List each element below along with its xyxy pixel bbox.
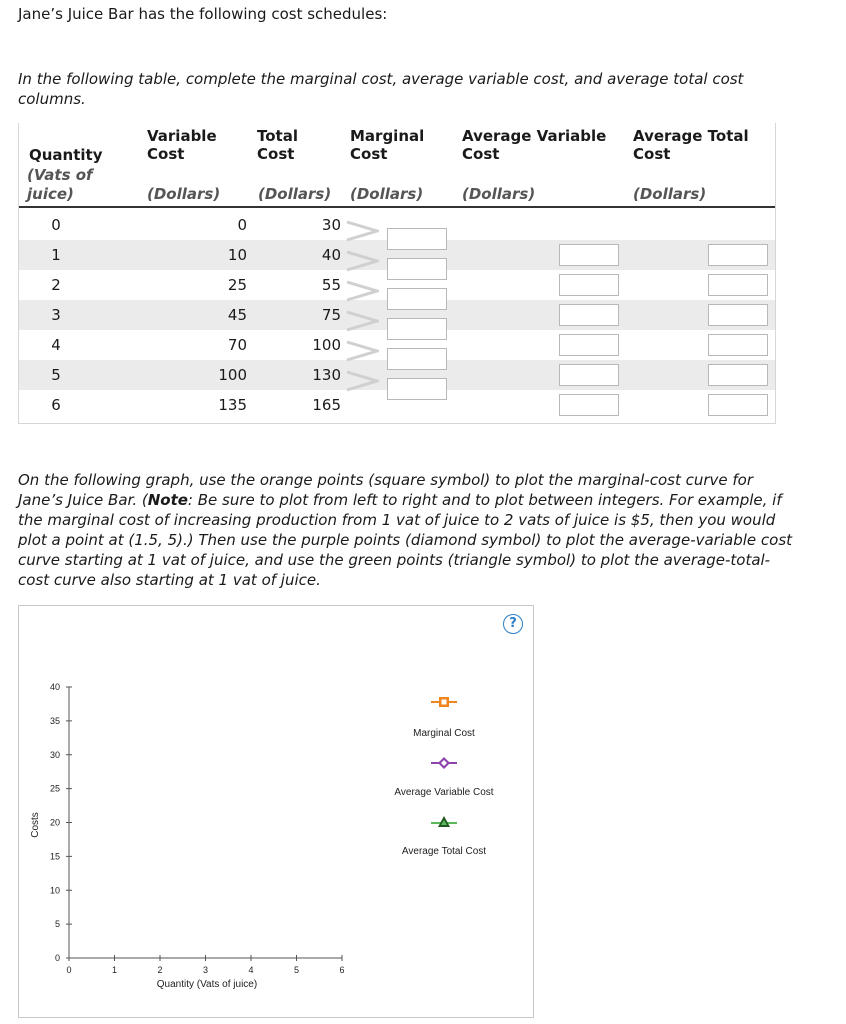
mc-input-2[interactable] <box>387 258 447 280</box>
mc-input-1[interactable] <box>387 228 447 250</box>
quantity-cell: 6 <box>51 396 61 414</box>
total-cost-cell: 40 <box>321 246 341 264</box>
total-cost-cell: 165 <box>312 396 341 414</box>
arrow-icon <box>345 370 379 392</box>
x-tick-label: 2 <box>157 965 163 975</box>
quantity-cell: 1 <box>51 246 61 264</box>
average-variable-cost-tool-icon[interactable] <box>429 755 459 771</box>
avc-input-5[interactable] <box>559 364 619 386</box>
graph-instruction-note: Note <box>147 491 188 509</box>
variable-cost-cell: 25 <box>227 276 247 294</box>
avc-input-4[interactable] <box>559 334 619 356</box>
header-variable-cost: Variable Cost <box>147 127 217 163</box>
total-cost-cell: 75 <box>321 306 341 324</box>
y-tick-label: 40 <box>49 682 60 692</box>
atc-input-5[interactable] <box>708 364 768 386</box>
unit-average-total-cost: (Dollars) <box>633 185 707 203</box>
unit-average-variable-cost: (Dollars) <box>462 185 536 203</box>
quantity-cell: 4 <box>51 336 61 354</box>
total-cost-cell: 55 <box>321 276 341 294</box>
x-tick-label: 6 <box>339 965 345 975</box>
legend-marginal-cost: Marginal Cost <box>413 728 475 739</box>
avc-input-6[interactable] <box>559 394 619 416</box>
unit-marginal-cost: (Dollars) <box>350 185 424 203</box>
atc-input-2[interactable] <box>708 274 768 296</box>
x-tick-label: 4 <box>248 965 254 975</box>
mc-input-6[interactable] <box>387 378 447 400</box>
variable-cost-cell: 135 <box>218 396 247 414</box>
variable-cost-cell: 0 <box>237 216 247 234</box>
total-cost-cell: 100 <box>312 336 341 354</box>
variable-cost-cell: 10 <box>227 246 247 264</box>
y-tick-label: 0 <box>54 953 60 963</box>
header-average-total-cost: Average Total Cost <box>633 127 749 163</box>
header-divider <box>19 206 775 208</box>
header-average-variable-cost: Average Variable Cost <box>462 127 607 163</box>
variable-cost-cell: 45 <box>227 306 247 324</box>
x-tick-label: 5 <box>293 965 300 975</box>
header-total-cost: Total Cost <box>257 127 298 163</box>
help-icon[interactable]: ? <box>503 614 523 634</box>
cost-graph[interactable] <box>19 606 419 1016</box>
arrow-icon <box>345 220 379 242</box>
y-tick-label: 20 <box>49 817 60 828</box>
quantity-cell: 5 <box>51 366 61 384</box>
x-tick-label: 3 <box>202 965 209 975</box>
arrow-icon <box>345 340 379 362</box>
avc-input-1[interactable] <box>559 244 619 266</box>
quantity-cell: 3 <box>51 306 61 324</box>
unit-variable-cost: (Dollars) <box>147 185 221 203</box>
cost-table <box>18 123 776 424</box>
header-quantity-unit: (Vats of juice) <box>27 166 93 203</box>
atc-input-6[interactable] <box>708 394 768 416</box>
y-tick-label: 15 <box>49 851 60 862</box>
total-cost-cell: 30 <box>321 216 341 234</box>
y-tick-label: 5 <box>54 919 60 930</box>
arrow-icon <box>345 280 379 302</box>
variable-cost-cell: 100 <box>218 366 247 384</box>
legend-average-total-cost: Average Total Cost <box>401 846 487 857</box>
graph-instruction-part1: On the following graph, use the orange points (square symbol) to plot the marginal-cost curve for Jane’s Juice Bar. ( <box>18 471 754 509</box>
x-axis-label: Quantity (Vats of juice) <box>156 979 258 990</box>
mc-input-4[interactable] <box>387 318 447 340</box>
total-cost-cell: 130 <box>312 366 341 384</box>
y-axis-label: Costs <box>30 812 41 838</box>
atc-input-4[interactable] <box>708 334 768 356</box>
variable-cost-cell: 70 <box>227 336 247 354</box>
y-tick-label: 35 <box>49 715 60 726</box>
x-tick-label: 1 <box>111 965 118 975</box>
average-total-cost-tool-icon[interactable] <box>429 814 459 830</box>
y-tick-label: 25 <box>49 783 60 794</box>
header-marginal-cost: Marginal Cost <box>350 127 425 163</box>
y-tick-label: 10 <box>49 885 60 896</box>
graph-panel[interactable] <box>18 605 534 1018</box>
intro-text: Jane’s Juice Bar has the following cost schedules: <box>18 5 388 23</box>
atc-input-1[interactable] <box>708 244 768 266</box>
graph-instruction <box>18 470 798 590</box>
marginal-cost-tool-icon[interactable] <box>429 694 459 710</box>
x-tick-label: 0 <box>66 965 72 975</box>
table-instruction: In the following table, complete the marginal cost, average variable cost, and average total cost columns. <box>18 70 744 108</box>
avc-input-3[interactable] <box>559 304 619 326</box>
y-tick-label: 30 <box>49 749 60 760</box>
quantity-cell: 2 <box>51 276 61 294</box>
legend-average-variable-cost: Average Variable Cost <box>394 787 494 798</box>
arrow-icon <box>345 250 379 272</box>
avc-input-2[interactable] <box>559 274 619 296</box>
atc-input-3[interactable] <box>708 304 768 326</box>
quantity-cell: 0 <box>51 216 61 234</box>
unit-total-cost: (Dollars) <box>258 185 332 203</box>
header-quantity: Quantity <box>29 146 103 164</box>
mc-input-5[interactable] <box>387 348 447 370</box>
graph-instruction-part2: : Be sure to plot from left to right and to plot between integers. For example, if the marginal cost of increasing production from 1 vat of juice to 2 vats of juice is $5, then you would plot a point at (1.5, 5).) Then use the purple points (diamond symbol) to plot the average-variable cost curve starting at 1 vat of juice, and use the green points (triangle symbol) to plot the average-total-cost curve also starting at 1 vat of juice. <box>18 491 793 589</box>
mc-input-3[interactable] <box>387 288 447 310</box>
arrow-icon <box>345 310 379 332</box>
